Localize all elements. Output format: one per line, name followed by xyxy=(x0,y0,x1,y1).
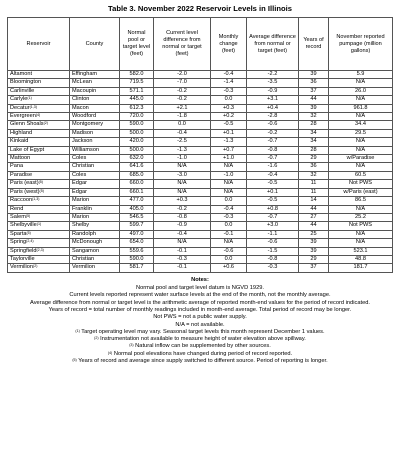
cell-current-difference: +2.1 xyxy=(154,104,211,112)
cell-normal-pool: 660.1 xyxy=(120,188,154,196)
table-row xyxy=(8,239,393,247)
reservoir-name: Paris (west) xyxy=(10,188,40,195)
cell-average-difference: -0.5 xyxy=(247,180,299,188)
footnote-3 xyxy=(8,343,392,350)
cell-average-difference: -2.2 xyxy=(247,71,299,79)
cell-years-of-record: 39 xyxy=(299,247,329,255)
note-line: Normal pool and target level datum is NGVD 1929. xyxy=(135,285,265,292)
cell-normal-pool: 685.0 xyxy=(120,171,154,179)
footnote-ref: (5) xyxy=(26,230,31,235)
cell-county: Edgar xyxy=(70,188,120,196)
footnote-ref: (2,4) xyxy=(26,239,34,244)
cell-average-difference: -3.5 xyxy=(247,79,299,87)
reservoir-name: Lake of Egypt xyxy=(10,146,45,153)
table-row xyxy=(8,146,393,154)
reservoir-name: Mattoon xyxy=(10,155,31,162)
table-row xyxy=(8,213,393,221)
cell-county: Jackson xyxy=(70,138,120,146)
reservoir-levels-table xyxy=(7,17,393,273)
header-pumpage: November reported pumpage (million gallons) xyxy=(329,18,393,71)
cell-current-difference: -2.0 xyxy=(154,71,211,79)
header-reservoir: Reservoir xyxy=(8,18,70,71)
cell-current-difference: -1.8 xyxy=(154,113,211,121)
footnote-2 xyxy=(8,336,392,343)
cell-pumpage: N/A xyxy=(329,146,393,154)
table-body xyxy=(8,71,393,273)
cell-reservoir xyxy=(8,247,70,255)
footnote-ref: (2) xyxy=(33,264,38,269)
cell-reservoir xyxy=(8,230,70,238)
cell-pumpage: 26.0 xyxy=(329,87,393,95)
footnote-mark: (5) xyxy=(72,358,77,363)
cell-pumpage: N/A xyxy=(329,113,393,121)
cell-pumpage: 86.5 xyxy=(329,197,393,205)
cell-reservoir xyxy=(8,264,70,272)
cell-average-difference: -0.8 xyxy=(247,146,299,154)
cell-average-difference: -0.4 xyxy=(247,171,299,179)
cell-average-difference: -0.7 xyxy=(247,155,299,163)
cell-pumpage: N/A xyxy=(329,163,393,171)
cell-current-difference: -1.3 xyxy=(154,146,211,154)
note-line: Years of record = total number of monthly readings included in month-end average. Total period of record may be longer. xyxy=(48,306,352,313)
cell-years-of-record: 37 xyxy=(299,87,329,95)
cell-reservoir xyxy=(8,113,70,121)
cell-years-of-record: 39 xyxy=(299,104,329,112)
footnote-ref: (2,3) xyxy=(36,247,44,252)
table-row xyxy=(8,264,393,272)
reservoir-name: Highland xyxy=(10,129,33,136)
cell-county: Vermilion xyxy=(70,264,120,272)
cell-county: Shelby xyxy=(70,222,120,230)
footnote-text: Normal pool elevations have changed during period of record reported. xyxy=(112,350,293,357)
cell-monthly-change: -1.4 xyxy=(211,79,247,87)
cell-reservoir xyxy=(8,180,70,188)
cell-normal-pool: 405.0 xyxy=(120,205,154,213)
cell-monthly-change: +0.7 xyxy=(211,146,247,154)
cell-average-difference: +3.1 xyxy=(247,96,299,104)
footnote-ref: (1,3) xyxy=(29,104,37,109)
cell-current-difference: -0.1 xyxy=(154,264,211,272)
reservoir-name: Carlyle xyxy=(10,96,28,103)
cell-monthly-change: 0.0 xyxy=(211,222,247,230)
footnote-ref: (1) xyxy=(36,222,42,227)
footnote-text: Target operating level may vary. Seasonal target levels this month represent December 1 values. xyxy=(79,328,325,335)
cell-normal-pool: 500.0 xyxy=(120,146,154,154)
cell-current-difference: -0.2 xyxy=(154,205,211,213)
cell-normal-pool: 720.0 xyxy=(120,113,154,121)
cell-average-difference: -0.3 xyxy=(247,264,299,272)
notes-section xyxy=(0,277,400,366)
cell-years-of-record: 34 xyxy=(299,129,329,137)
table-row xyxy=(8,113,393,121)
table-row xyxy=(8,255,393,263)
cell-years-of-record: 14 xyxy=(299,197,329,205)
cell-monthly-change: -0.6 xyxy=(211,247,247,255)
reservoir-name: Rend xyxy=(10,205,24,212)
cell-current-difference: -0.9 xyxy=(154,222,211,230)
cell-county: Marion xyxy=(70,213,120,221)
cell-years-of-record: 29 xyxy=(299,255,329,263)
footnote-5 xyxy=(8,358,392,365)
cell-county: Marion xyxy=(70,197,120,205)
cell-years-of-record: 29 xyxy=(299,155,329,163)
cell-average-difference: -0.7 xyxy=(247,138,299,146)
cell-average-difference: -0.5 xyxy=(247,197,299,205)
header-years-of-record: Years of record xyxy=(299,18,329,71)
reservoir-name: Carlinville xyxy=(10,87,35,94)
reservoir-name: Raccoon xyxy=(10,197,33,204)
table-title: Table 3. November 2022 Reservoir Levels in Illinois xyxy=(108,4,292,13)
cell-years-of-record: 27 xyxy=(299,213,329,221)
cell-monthly-change: -0.4 xyxy=(211,71,247,79)
footnote-ref: (5) xyxy=(39,188,44,193)
table-row xyxy=(8,96,393,104)
cell-reservoir xyxy=(8,163,70,171)
header-row xyxy=(8,18,393,71)
cell-years-of-record: 36 xyxy=(299,163,329,171)
header-average-difference: Average difference from normal or target (feet) xyxy=(247,18,299,71)
cell-county: Sangamon xyxy=(70,247,120,255)
cell-years-of-record: 25 xyxy=(299,230,329,238)
cell-pumpage: N/A xyxy=(329,79,393,87)
cell-monthly-change: +0.6 xyxy=(211,264,247,272)
cell-monthly-change: +0.2 xyxy=(211,113,247,121)
cell-county: Randolph xyxy=(70,230,120,238)
cell-county: McDonough xyxy=(70,239,120,247)
reservoir-name: Taylorville xyxy=(10,255,35,262)
cell-current-difference: N/A xyxy=(154,239,211,247)
footnote-ref: (1) xyxy=(27,96,32,101)
table-row xyxy=(8,171,393,179)
cell-monthly-change: -0.4 xyxy=(211,205,247,213)
cell-monthly-change: -1.0 xyxy=(211,171,247,179)
cell-monthly-change: N/A xyxy=(211,180,247,188)
footnote-mark: (1) xyxy=(75,328,80,333)
cell-reservoir xyxy=(8,146,70,154)
cell-normal-pool: 445.0 xyxy=(120,96,154,104)
cell-monthly-change: 0.0 xyxy=(211,197,247,205)
cell-monthly-change: -0.1 xyxy=(211,230,247,238)
cell-pumpage: N/A xyxy=(329,96,393,104)
cell-years-of-record: 39 xyxy=(299,239,329,247)
footnote-text: Natural inflow can be supplemented by other sources. xyxy=(133,343,271,350)
cell-county: Woodford xyxy=(70,113,120,121)
table-row xyxy=(8,129,393,137)
cell-normal-pool: 497.0 xyxy=(120,230,154,238)
footnote-4 xyxy=(8,351,392,358)
table-row xyxy=(8,230,393,238)
cell-average-difference: +0.4 xyxy=(247,104,299,112)
cell-pumpage: 961.8 xyxy=(329,104,393,112)
reservoir-name: Salem xyxy=(10,213,26,220)
cell-average-difference: -1.1 xyxy=(247,230,299,238)
cell-normal-pool: 582.0 xyxy=(120,71,154,79)
cell-normal-pool: 612.3 xyxy=(120,104,154,112)
cell-pumpage: 29.5 xyxy=(329,129,393,137)
cell-average-difference: -0.9 xyxy=(247,87,299,95)
footnote-mark: (2) xyxy=(94,336,99,341)
note-line: Average difference from normal or target level is the arithmetic average of reported month-end values for the period of record indicated. xyxy=(30,299,370,306)
cell-pumpage: Not PWS xyxy=(329,180,393,188)
cell-pumpage: w/Paradise xyxy=(329,155,393,163)
cell-current-difference: -0.1 xyxy=(154,247,211,255)
cell-years-of-record: 37 xyxy=(299,264,329,272)
cell-county: Macon xyxy=(70,104,120,112)
cell-reservoir xyxy=(8,71,70,79)
cell-pumpage: N/A xyxy=(329,230,393,238)
notes-heading: Notes: xyxy=(191,276,209,283)
footnote-1 xyxy=(8,329,392,336)
table-row xyxy=(8,155,393,163)
cell-normal-pool: 660.0 xyxy=(120,180,154,188)
cell-county: Coles xyxy=(70,155,120,163)
reservoir-name: Sparta xyxy=(10,230,27,237)
reservoir-name: Decatur xyxy=(10,104,30,111)
cell-current-difference: -2.5 xyxy=(154,138,211,146)
reservoir-name: Springfield xyxy=(10,247,37,254)
note-line: N/A = not available. xyxy=(175,321,225,328)
cell-average-difference: +0.8 xyxy=(247,205,299,213)
cell-average-difference: +0.1 xyxy=(247,188,299,196)
cell-years-of-record: 28 xyxy=(299,121,329,129)
cell-normal-pool: 654.0 xyxy=(120,239,154,247)
cell-current-difference: -1.0 xyxy=(154,155,211,163)
cell-current-difference: -3.0 xyxy=(154,171,211,179)
cell-average-difference: -0.6 xyxy=(247,121,299,129)
cell-county: Edgar xyxy=(70,180,120,188)
cell-county: Clinton xyxy=(70,96,120,104)
reservoir-name: Pana xyxy=(10,163,24,170)
table-row xyxy=(8,79,393,87)
cell-reservoir xyxy=(8,239,70,247)
cell-reservoir xyxy=(8,213,70,221)
header-current-difference: Current level difference from normal or target (feet) xyxy=(154,18,211,71)
cell-monthly-change: -0.5 xyxy=(211,121,247,129)
cell-reservoir xyxy=(8,96,70,104)
cell-average-difference: -0.2 xyxy=(247,129,299,137)
cell-monthly-change: -0.3 xyxy=(211,87,247,95)
cell-normal-pool: 500.0 xyxy=(120,129,154,137)
cell-county: Christian xyxy=(70,163,120,171)
cell-pumpage: Not PWS xyxy=(329,222,393,230)
footnote-ref: (5) xyxy=(38,180,44,185)
cell-county: Franklin xyxy=(70,205,120,213)
header-normal-pool: Normal pool or target level (feet) xyxy=(120,18,154,71)
cell-reservoir xyxy=(8,222,70,230)
cell-normal-pool: 581.7 xyxy=(120,264,154,272)
cell-county: Montgomery xyxy=(70,121,120,129)
cell-average-difference: -0.8 xyxy=(247,255,299,263)
header-county: County xyxy=(70,18,120,71)
cell-monthly-change: +0.3 xyxy=(211,104,247,112)
reservoir-name: Bloomington xyxy=(10,79,42,86)
cell-current-difference: -0.4 xyxy=(154,129,211,137)
note-line: Not PWS = not a public water supply. xyxy=(153,314,247,321)
cell-reservoir xyxy=(8,104,70,112)
note-line: Current levels reported represent water surface levels at the end of the month, not the monthly average. xyxy=(69,292,331,299)
cell-normal-pool: 590.0 xyxy=(120,255,154,263)
cell-years-of-record: 44 xyxy=(299,222,329,230)
reservoir-name: Evergreen xyxy=(10,113,36,120)
cell-reservoir xyxy=(8,121,70,129)
footnote-ref: (2) xyxy=(43,121,48,126)
cell-reservoir xyxy=(8,205,70,213)
cell-monthly-change: +0.1 xyxy=(211,129,247,137)
footnote-ref: (5) xyxy=(25,213,31,218)
footnote-text: Years of record and average since supply switched to different source. Period of reporting is longer. xyxy=(76,358,328,365)
cell-pumpage: 25.2 xyxy=(329,213,393,221)
table-row xyxy=(8,121,393,129)
cell-normal-pool: 477.0 xyxy=(120,197,154,205)
cell-normal-pool: 546.5 xyxy=(120,213,154,221)
cell-county: Christian xyxy=(70,255,120,263)
cell-pumpage: 5.9 xyxy=(329,71,393,79)
footnote-ref: (4) xyxy=(35,113,41,118)
reservoir-name: Kinkaid xyxy=(10,138,29,145)
cell-current-difference: N/A xyxy=(154,188,211,196)
table-row xyxy=(8,222,393,230)
cell-pumpage: w/Paris (east) xyxy=(329,188,393,196)
cell-reservoir xyxy=(8,138,70,146)
cell-county: Madison xyxy=(70,129,120,137)
cell-monthly-change: N/A xyxy=(211,188,247,196)
cell-monthly-change: 0.0 xyxy=(211,255,247,263)
cell-current-difference: -0.3 xyxy=(154,255,211,263)
table-row xyxy=(8,197,393,205)
cell-normal-pool: 599.7 xyxy=(120,222,154,230)
cell-reservoir xyxy=(8,87,70,95)
cell-county: Macoupin xyxy=(70,87,120,95)
cell-reservoir xyxy=(8,171,70,179)
reservoir-name: Glenn Shoals xyxy=(10,121,44,128)
cell-years-of-record: 28 xyxy=(299,146,329,154)
cell-monthly-change: 0.0 xyxy=(211,96,247,104)
cell-normal-pool: 590.0 xyxy=(120,121,154,129)
cell-monthly-change: +1.0 xyxy=(211,155,247,163)
cell-current-difference: N/A xyxy=(154,180,211,188)
cell-pumpage: 523.1 xyxy=(329,247,393,255)
cell-normal-pool: 632.0 xyxy=(120,155,154,163)
footnote-ref: (1,3) xyxy=(32,197,40,202)
cell-reservoir xyxy=(8,255,70,263)
cell-current-difference: N/A xyxy=(154,163,211,171)
cell-monthly-change: -1.3 xyxy=(211,138,247,146)
cell-years-of-record: 11 xyxy=(299,180,329,188)
table-row xyxy=(8,71,393,79)
cell-county: Effingham xyxy=(70,71,120,79)
table-row xyxy=(8,87,393,95)
reservoir-name: Paradise xyxy=(10,171,33,178)
cell-current-difference: -0.4 xyxy=(154,230,211,238)
cell-pumpage: 60.5 xyxy=(329,171,393,179)
cell-current-difference: -0.2 xyxy=(154,87,211,95)
cell-pumpage: 34.4 xyxy=(329,121,393,129)
cell-normal-pool: 420.0 xyxy=(120,138,154,146)
table-row xyxy=(8,104,393,112)
reservoir-name: Altamont xyxy=(10,71,33,77)
table-row xyxy=(8,247,393,255)
cell-monthly-change: -0.3 xyxy=(211,213,247,221)
cell-years-of-record: 36 xyxy=(299,79,329,87)
cell-county: Williamson xyxy=(70,146,120,154)
cell-normal-pool: 571.1 xyxy=(120,87,154,95)
cell-reservoir xyxy=(8,155,70,163)
cell-current-difference: -0.8 xyxy=(154,213,211,221)
cell-reservoir xyxy=(8,188,70,196)
footnote-mark: (4) xyxy=(107,350,113,355)
cell-average-difference: -1.5 xyxy=(247,247,299,255)
table-row xyxy=(8,163,393,171)
reservoir-name: Spring xyxy=(10,239,27,246)
cell-years-of-record: 32 xyxy=(299,113,329,121)
cell-average-difference: -1.6 xyxy=(247,163,299,171)
table-row xyxy=(8,138,393,146)
cell-pumpage: 181.7 xyxy=(329,264,393,272)
cell-county: McLean xyxy=(70,79,120,87)
header-monthly-change: Monthly change (feet) xyxy=(211,18,247,71)
cell-average-difference: +3.0 xyxy=(247,222,299,230)
footnote-text: Instrumentation not available to measure height of water elevation above spillway. xyxy=(98,336,306,343)
cell-years-of-record: 44 xyxy=(299,96,329,104)
cell-normal-pool: 559.6 xyxy=(120,247,154,255)
cell-average-difference: -0.7 xyxy=(247,213,299,221)
cell-normal-pool: 719.5 xyxy=(120,79,154,87)
cell-years-of-record: 34 xyxy=(299,138,329,146)
cell-monthly-change: N/A xyxy=(211,239,247,247)
footnote-mark: (3) xyxy=(129,343,134,348)
cell-current-difference: +0.3 xyxy=(154,197,211,205)
reservoir-name: Shelbyville xyxy=(10,222,37,229)
cell-reservoir xyxy=(8,79,70,87)
cell-years-of-record: 11 xyxy=(299,188,329,196)
cell-current-difference: -0.2 xyxy=(154,96,211,104)
cell-current-difference: -7.0 xyxy=(154,79,211,87)
table-row xyxy=(8,188,393,196)
reservoir-name: Paris (east) xyxy=(10,180,39,187)
cell-county: Coles xyxy=(70,171,120,179)
cell-pumpage: 48.8 xyxy=(329,255,393,263)
cell-years-of-record: 32 xyxy=(299,171,329,179)
cell-years-of-record: 44 xyxy=(299,205,329,213)
cell-monthly-change: N/A xyxy=(211,163,247,171)
cell-reservoir xyxy=(8,197,70,205)
reservoir-name: Vermilion xyxy=(10,264,34,271)
cell-pumpage: N/A xyxy=(329,205,393,213)
cell-reservoir xyxy=(8,129,70,137)
cell-average-difference: -0.6 xyxy=(247,239,299,247)
table-row xyxy=(8,180,393,188)
table-row xyxy=(8,205,393,213)
cell-current-difference: 0.0 xyxy=(154,121,211,129)
cell-pumpage: N/A xyxy=(329,239,393,247)
cell-average-difference: -2.8 xyxy=(247,113,299,121)
cell-normal-pool: 641.6 xyxy=(120,163,154,171)
cell-years-of-record: 39 xyxy=(299,71,329,79)
cell-pumpage: N/A xyxy=(329,138,393,146)
